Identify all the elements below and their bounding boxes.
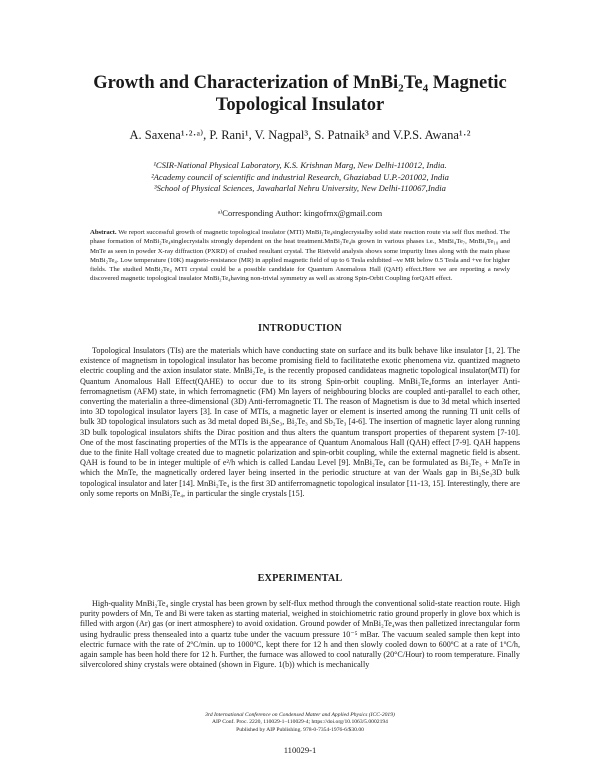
affiliation-1: ¹CSIR-National Physical Laboratory, K.S. Krishnan Marg, New Delhi-110012, India. <box>153 160 447 170</box>
introduction-heading: INTRODUCTION <box>258 323 342 334</box>
title-line-1: Growth and Characterization of MnBi₂Te₄ Magnetic <box>93 73 507 93</box>
page-footer <box>60 712 540 734</box>
page-number: 110029-1 <box>283 745 317 755</box>
abstract-text: We report successful growth of magnetic topological insulator (MTI) MnBi₂Te₄singlecrystalby solid state reaction route via self flux method. The phase formation of MnBi₂Te₄singlecrystalis strongly dependent on the heat treatment.MnBi₂Te₄is grown in various phases i.e., MnBi₄Te₇, MnBi₆Te₁₀ and MnTe as seen in powder X-ray diffraction (PXRD) of crushed resultant crystal. The Rietveld analysis shows some impurity lines along with the main phase MnBi₂Te₄. Low temperature (10K) magneto-resistance (MR) in applied magnetic field of up to 6 Tesla exhibited –ve MR below 0.5 Tesla and +ve for higher fields. The studied MnBi₂Te₄ MTI crystal could be a possible candidate for Quantum Anomalous Hall (QAH) effect.Here we are reporting a newly discovered magnetic topological insulator MnBi₂Te₄having non-trivial symmetry as well as strong Spin-Orbit Coupling forQAH effect. <box>90 229 510 283</box>
corresponding-author: ᵃ⁾Corresponding Author: kingofrnx@gmail.com <box>217 208 383 218</box>
experimental-body <box>80 599 520 670</box>
affiliations <box>60 160 540 195</box>
experimental-paragraph: High-quality MnBi₂Te₄ single crystal has been grown by self-flux method through the conventional solid-state reaction route. High purity powders of Mn, Te and Bi were taken as starting material, weighed in stoichiometric ratio ground properly in glove box which is filled with argon (Ar) gas (or inert atmosphere) to avoid oxidation. Ground powder of MnBi₂Te₄was then palletized inrectangular form using hydraulic press thensealed into a quartz tube under the vacuum pressure 10⁻⁵ mBar. The vacuum sealed sample then kept into electric furnace with the rate of 2ºC/min. up to 1000ºC, kept there for 12 h and then slowly cooled down to 600ºC at a rate of 1ºC/h, again sample has been hold there for 12 h. Further, the furnace was allowed to cool naturally (20°C/Hour) to room temperature. Finally silvercolored shiny crystals were obtained (shown in Figure. 1(b)) which is mechanically <box>80 599 520 670</box>
introduction-paragraph: Topological Insulators (TIs) are the materials which have conducting state on surface and its bulk behave like insulator [1, 2]. The existence of magnetism in topological insulator has become promising field to facilitatethe exotic phenomena viz. quantized magneto electric coupling and the axion insulator state. MnBi₂Te₄ is the recently proposed candidateas magnetic topological insulator(MTI) for Quantum Anomalous Hall Effect(QAHE) to occur due to its strong Spin-orbit coupling. MnBi₂Te₄forms an interlayer Anti-ferromagnetism (AFM) state, in which ferromagnetic (FM) Mn layers of neighbouring blocks are coupled anti-parallel to each other, converting the materialin a three-dimensional (3D) Anti-ferromagnetic TI. The reason of Magnetism is due to 3d metal which inserted into 3D topological insulator layers [3]. In case of MTIs, a magnetic layer or element is inserted among the running TI unit cells of bulk 3D topological insulators such as 3d metal doped Bi₂Se₃, Bi₂Te₃ and Sb₂Te₃ [4-6]. The insertion of magnetic layer along running 3D bulk topological insulators shifts the Dirac position and thus alters the quantum transport properties of theparent system [7-10]. One of the most fascinating properties of the MTIs is the appearance of Quantum Anomalous Hall (QAH) effect [7-9]. QAH happens due to the finite Hall voltage created due to magnetic polarization and spin-orbit coupling, while the external magnetic field is absent. QAH is found to be in integer multiple of e²/h which is called Landau Level [9]. MnBi₂Te₄ can be formulated as Bi₂Te₃ + MnTe in which the MnTe, the magnetically ordered layer being inserted in the periodic structure at van der Waals gap in Bi₂Se₃3D bulk topological insulator and later [14]. MnBi₂Te₄ is the first 3D antiferromagnetic topological insulator [11-13, 15]. Interestingly, there are only some reports on MnBi₂Te₄, in particular the single crystals [15]. <box>80 346 520 498</box>
paper-title <box>60 72 540 116</box>
introduction-body <box>80 346 520 499</box>
abstract <box>90 228 510 284</box>
footer-citation: AIP Conf. Proc. 2220, 110029-1–110029-4; https://doi.org/10.1063/5.0002194 <box>212 719 388 726</box>
abstract-label: Abstract. <box>90 229 117 236</box>
affiliation-2: ²Academy council of scientific and industrial Research, Ghaziabad U.P.-201002, India <box>151 171 449 182</box>
experimental-heading: EXPERIMENTAL <box>257 573 343 584</box>
affiliation-3: ³School of Physical Sciences, Jawaharlal Nehru University, New Delhi-110067,India <box>154 183 446 193</box>
footer-conference: 3rd International Conference on Condensed Matter and Applied Physics (ICC-2019) <box>205 712 395 718</box>
footer-publisher: Published by AIP Publishing. 978-0-7354-1976-6/$30.00 <box>236 726 364 733</box>
title-line-2: Topological Insulator <box>215 95 385 115</box>
author-list: A. Saxena¹·²·ᵃ⁾, P. Rani¹, V. Nagpal³, S. Patnaik³ and V.P.S. Awana¹·² <box>129 128 471 142</box>
